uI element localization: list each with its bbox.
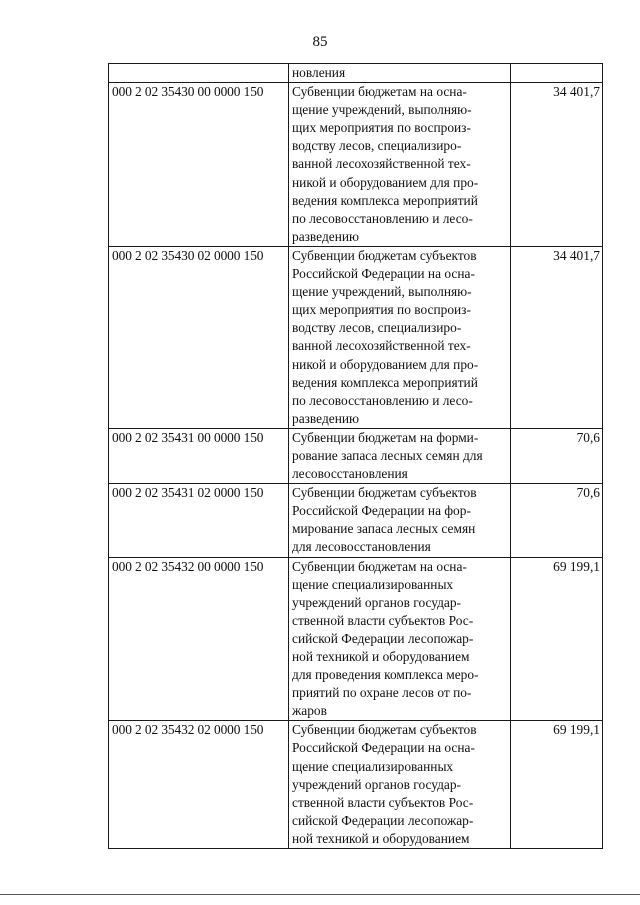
table-row xyxy=(109,484,603,557)
revenue-name-line: для проведения комплекса меро- xyxy=(292,667,479,683)
revenue-name-line: Субвенции бюджетам на осна- xyxy=(292,558,467,574)
revenue-name-line: водству лесов, специализиро- xyxy=(292,138,462,154)
revenue-name-line: ной техникой и оборудованием xyxy=(292,649,470,664)
budget-revenue-table xyxy=(108,63,603,849)
amount-cell: 69 199,1 xyxy=(511,557,603,721)
page-bottom-rule xyxy=(0,894,640,895)
revenue-name-line: щение учреждений, выполняю- xyxy=(292,102,472,118)
revenue-name-line: лесовосстановления xyxy=(292,466,408,482)
revenue-name-cell xyxy=(289,484,511,557)
revenue-name-cell xyxy=(289,721,511,849)
page-number: 85 xyxy=(312,34,328,50)
revenue-name-line: разведению xyxy=(292,228,360,244)
table-row xyxy=(109,557,603,721)
table-row xyxy=(109,428,603,483)
revenue-name-line: никой и оборудованием для про- xyxy=(292,356,479,372)
revenue-name-cell xyxy=(289,64,511,83)
revenue-code-cell: 000 2 02 35430 02 0000 150 xyxy=(109,246,289,428)
revenue-name-cell xyxy=(289,557,511,721)
revenue-name-line: Российской Федерации на осна- xyxy=(292,266,475,282)
revenue-name-line: щение учреждений, выполняю- xyxy=(292,284,472,300)
revenue-code-cell: 000 2 02 35432 02 0000 150 xyxy=(109,721,289,849)
revenue-code-cell: 000 2 02 35432 00 0000 150 xyxy=(109,557,289,721)
revenue-name-line: разведению xyxy=(292,410,360,426)
revenue-name-cell xyxy=(289,428,511,483)
revenue-name-line: щих мероприятия по воспроиз- xyxy=(292,302,471,318)
revenue-code-cell: 000 2 02 35431 02 0000 150 xyxy=(109,484,289,557)
revenue-name-line: Субвенции бюджетам субъектов xyxy=(292,247,477,263)
revenue-name-line: Субвенции бюджетам на осна- xyxy=(292,84,467,100)
revenue-name-line: Российской Федерации на фор- xyxy=(292,503,471,519)
revenue-name-line: щих мероприятия по воспроиз- xyxy=(292,120,471,136)
revenue-name-line: никой и оборудованием для про- xyxy=(292,174,479,190)
revenue-name-line: сийской Федерации лесопожар- xyxy=(292,812,474,828)
amount-cell xyxy=(511,64,603,83)
revenue-name-line: Субвенции бюджетам субъектов xyxy=(292,722,477,738)
revenue-code-cell: 000 2 02 35431 00 0000 150 xyxy=(109,428,289,483)
table-row xyxy=(109,83,603,247)
amount-cell: 34 401,7 xyxy=(511,246,603,428)
revenue-name-line: щение специализированных xyxy=(292,758,454,774)
revenue-name-line: Субвенции бюджетам субъектов xyxy=(292,485,477,501)
amount-cell: 69 199,1 xyxy=(511,721,603,849)
revenue-name-line: учреждений органов государ- xyxy=(292,594,461,610)
table-row xyxy=(109,64,603,83)
revenue-name-line: ственной власти субъектов Рос- xyxy=(292,794,474,810)
revenue-name-line: рование запаса лесных семян для xyxy=(292,447,483,463)
amount-cell: 70,6 xyxy=(511,428,603,483)
revenue-name-line: сийской Федерации лесопожар- xyxy=(292,630,474,646)
table-row xyxy=(109,721,603,849)
revenue-name-line: водству лесов, специализиро- xyxy=(292,320,462,336)
revenue-name-line: ванной лесохозяйственной тех- xyxy=(292,338,471,354)
revenue-name-line: ведения комплекса мероприятий xyxy=(292,192,478,208)
revenue-name-cell xyxy=(289,246,511,428)
amount-cell: 34 401,7 xyxy=(511,83,603,247)
revenue-name-cell xyxy=(289,83,511,247)
revenue-name-line: ной техникой и оборудованием xyxy=(292,830,470,846)
revenue-name-line: ванной лесохозяйственной тех- xyxy=(292,156,471,172)
revenue-name-line: новления xyxy=(292,65,346,80)
revenue-code-cell xyxy=(109,64,289,83)
revenue-name-line: учреждений органов государ- xyxy=(292,776,461,792)
revenue-name-line: Российской Федерации на осна- xyxy=(292,740,475,756)
revenue-name-line: мирование запаса лесных семян xyxy=(292,521,476,537)
table-row xyxy=(109,246,603,428)
revenue-name-line: Субвенции бюджетам на форми- xyxy=(292,429,479,445)
revenue-name-line: приятий по охране лесов от по- xyxy=(292,685,472,701)
revenue-name-line: ведения комплекса мероприятий xyxy=(292,374,478,390)
revenue-name-line: ственной власти субъектов Рос- xyxy=(292,612,474,628)
revenue-name-line: щение специализированных xyxy=(292,576,454,592)
revenue-name-line: по лесовосстановлению и лесо- xyxy=(292,210,473,226)
table-body xyxy=(109,64,603,849)
revenue-code-cell: 000 2 02 35430 00 0000 150 xyxy=(109,83,289,247)
revenue-name-line: для лесовосстановления xyxy=(292,539,431,555)
revenue-name-line: по лесовосстановлению и лесо- xyxy=(292,392,473,408)
amount-cell: 70,6 xyxy=(511,484,603,557)
revenue-name-line: жаров xyxy=(292,703,327,719)
